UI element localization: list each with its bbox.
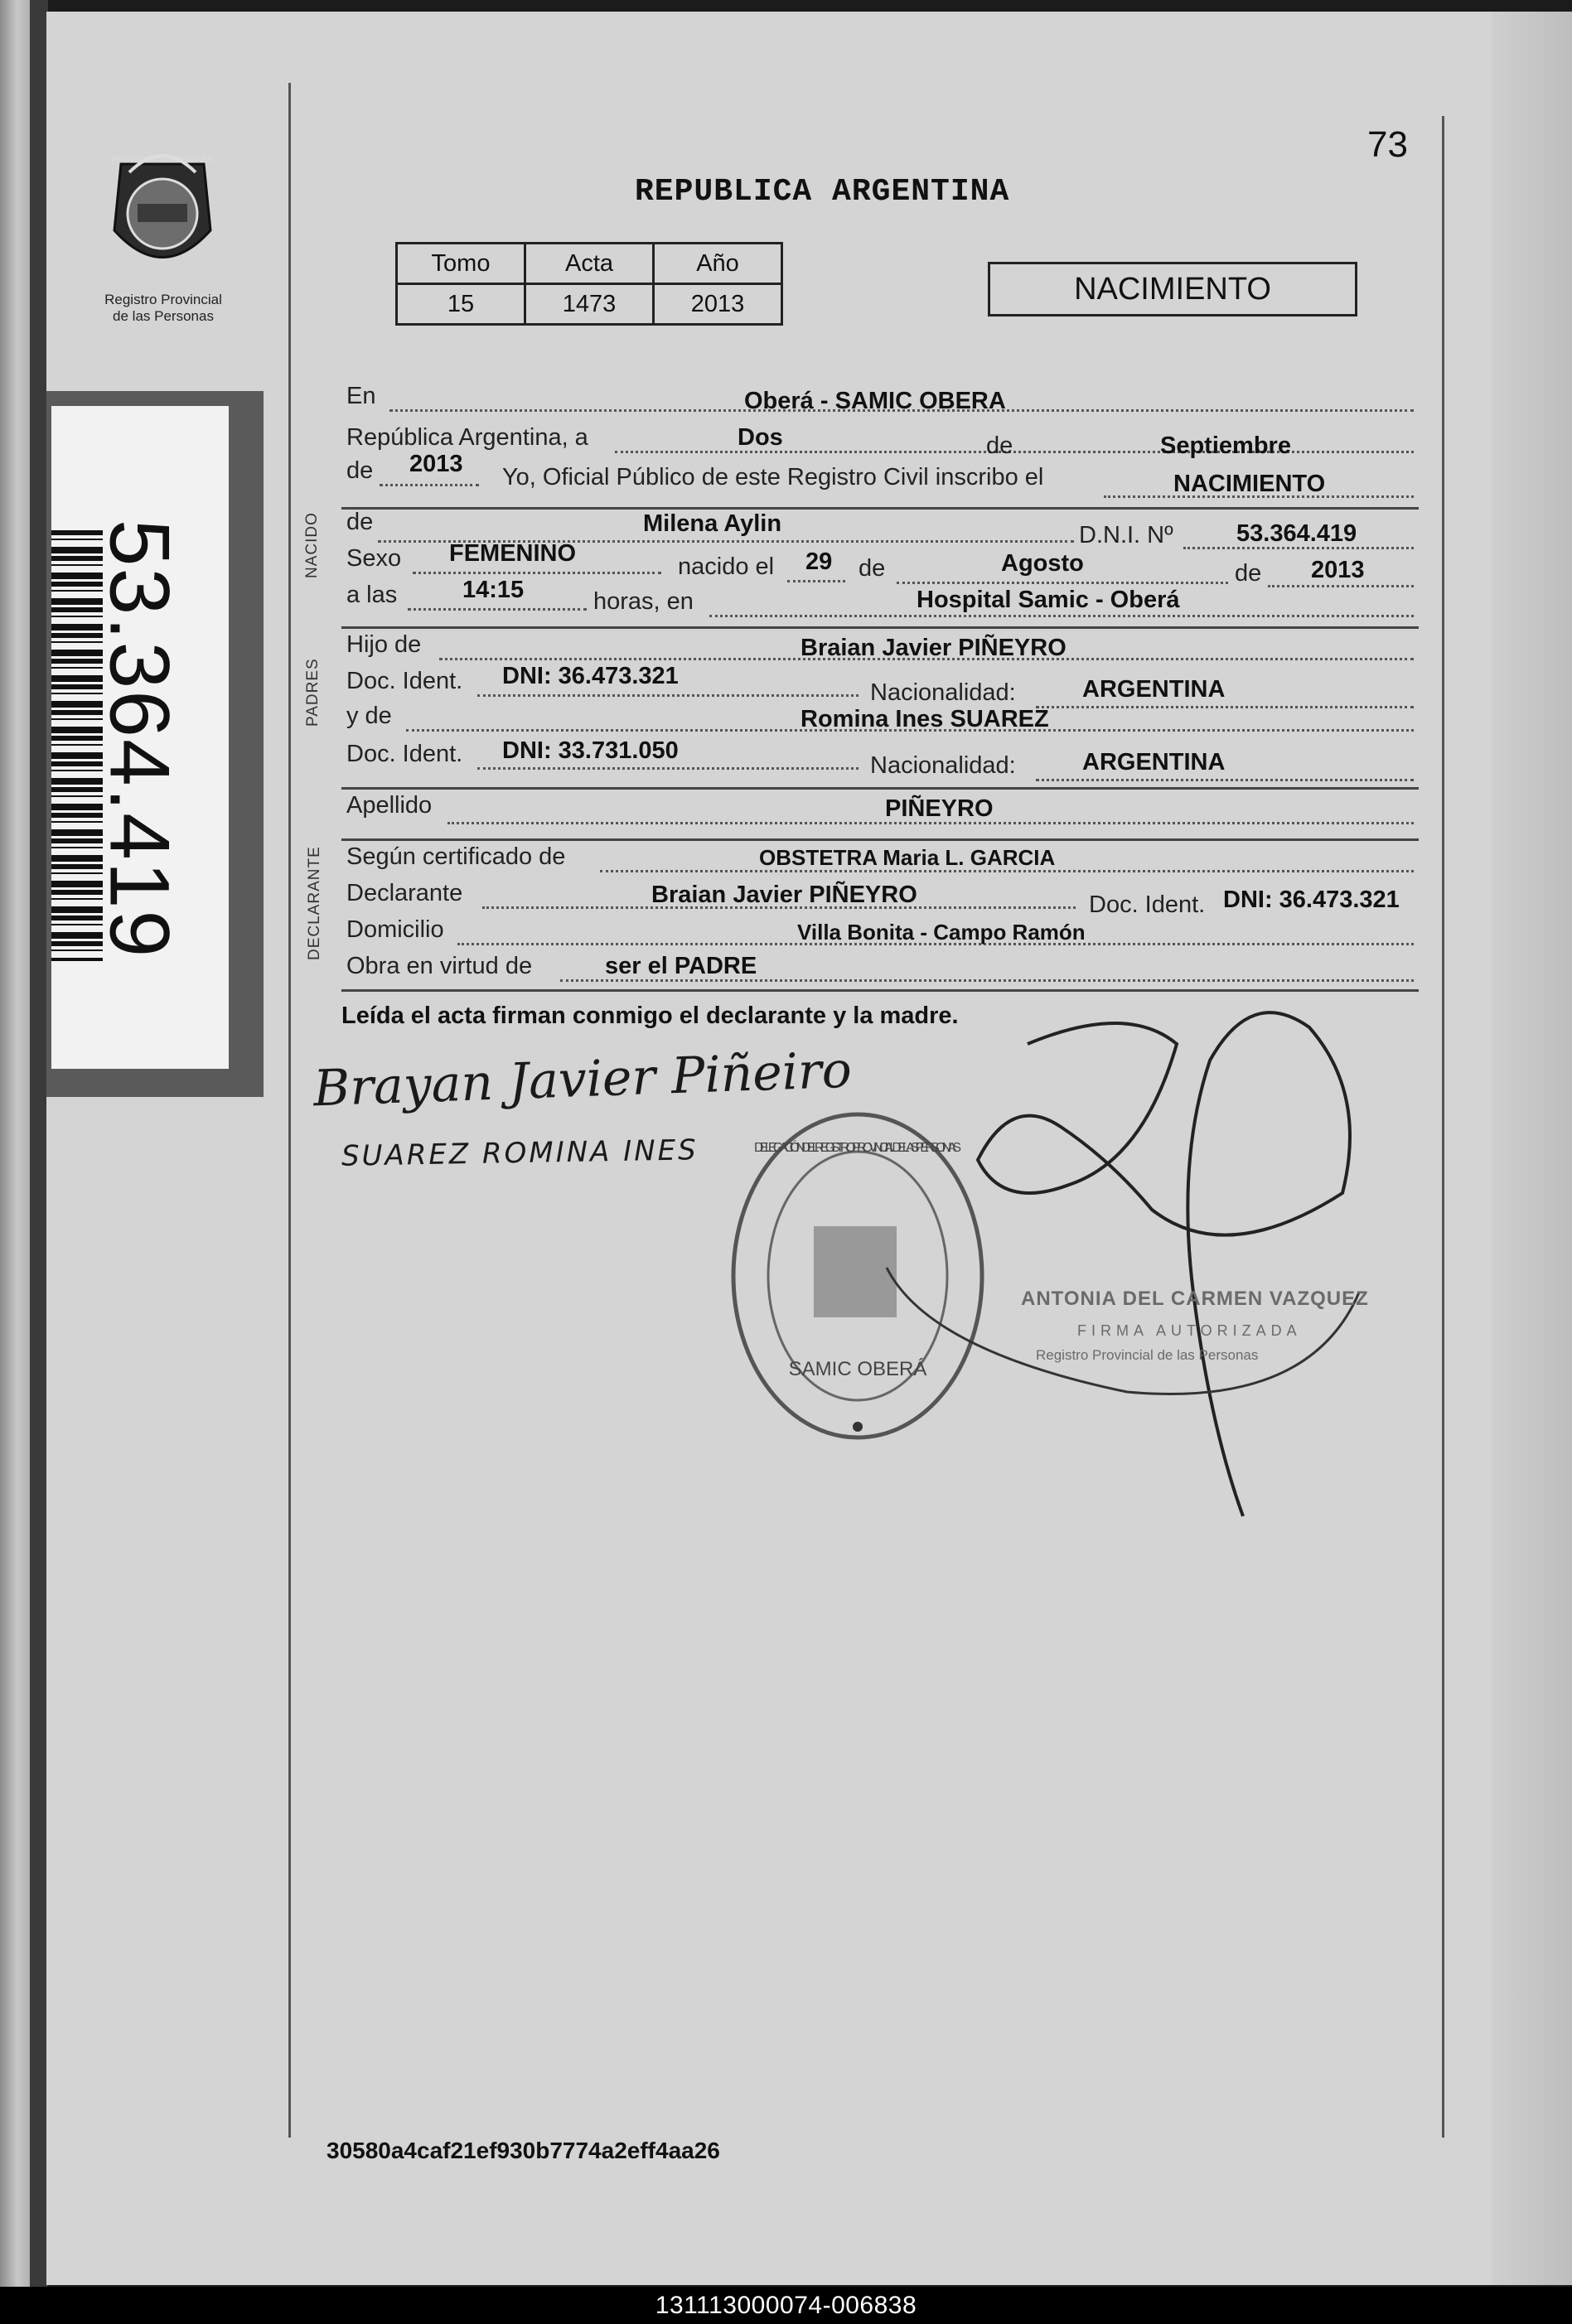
mother-signature: SUAREZ ROMINA INES — [341, 1133, 699, 1173]
mother-name: Romina Ines SUAREZ — [801, 706, 1049, 732]
section-divider — [341, 626, 1419, 629]
oficial-text: Yo, Oficial Público de este Registro Civil inscribo el — [502, 464, 1044, 490]
father-doc-label: Doc. Ident. — [346, 668, 463, 694]
de2-label: de — [346, 457, 374, 484]
inscribe-value: NACIMIENTO — [1173, 471, 1326, 497]
obra-label: Obra en virtud de — [346, 953, 533, 979]
section-label-declarante: DECLARANTE — [306, 846, 323, 960]
father-doc: DNI: 36.473.321 — [502, 663, 679, 689]
dots — [477, 767, 859, 770]
en-label: En — [346, 383, 376, 409]
dots — [1036, 706, 1414, 708]
book-spine — [30, 0, 48, 2287]
republica-label: República Argentina, a — [346, 424, 588, 451]
dots — [787, 580, 845, 582]
footer-code: 131113000074-006838 — [655, 2292, 917, 2319]
father-signature: Brayan Javier Piñeiro — [312, 1041, 853, 1119]
acta-header: Acta — [525, 244, 654, 284]
child-dni: 53.364.419 — [1236, 520, 1357, 547]
declarante-value: Braian Javier PIÑEYRO — [651, 882, 917, 908]
tomo-value: 15 — [397, 284, 525, 325]
svg-text:DELEGACIÓN DEL REGISTRO PROVIN: DELEGACIÓN DEL REGISTRO PROVINCIAL DE LAS PERSONAS — [753, 1141, 961, 1155]
nacido-de-label: de — [346, 509, 374, 535]
dots — [897, 582, 1228, 584]
section-divider — [341, 989, 1419, 992]
obra-value: ser el PADRE — [605, 953, 757, 979]
dni-label: D.N.I. Nº — [1079, 522, 1173, 548]
ano-header: Año — [654, 244, 782, 284]
dots — [408, 608, 587, 611]
page-number: 73 — [1367, 124, 1408, 165]
svg-text:SAMIC OBERÁ: SAMIC OBERÁ — [788, 1358, 927, 1380]
birth-year: 2013 — [1311, 557, 1365, 583]
day-value: Dos — [738, 424, 783, 451]
dots — [1268, 585, 1414, 587]
dots — [615, 451, 1414, 453]
birth-day: 29 — [805, 548, 833, 575]
apellido-label: Apellido — [346, 792, 433, 819]
certificado-label: Según certificado de — [346, 843, 566, 870]
dots — [413, 572, 661, 574]
official-signature — [878, 994, 1376, 1524]
section-label-nacido: NACIDO — [303, 512, 321, 578]
father-nationality: ARGENTINA — [1082, 676, 1226, 703]
de-label: de — [986, 432, 1013, 459]
birth-month: Agosto — [1001, 550, 1084, 577]
section-divider — [341, 787, 1419, 790]
en-value: Oberá - SAMIC OBERA — [744, 388, 1006, 414]
tomo-header: Tomo — [397, 244, 525, 284]
y-de-label: y de — [346, 703, 392, 729]
declarante-doc: DNI: 36.473.321 — [1223, 887, 1400, 913]
document-title: REPUBLICA ARGENTINA — [635, 174, 1010, 210]
dots — [477, 694, 859, 697]
acta-value: 1473 — [525, 284, 654, 325]
domicilio-value: Villa Bonita - Campo Ramón — [797, 920, 1086, 945]
horas-label: horas, en — [593, 588, 694, 615]
official-registry-stamp: Registro Provincial de las Personas — [1036, 1347, 1259, 1363]
sexo-value: FEMENINO — [449, 540, 577, 567]
left-margin-line — [288, 83, 291, 2138]
month-value: Septiembre — [1160, 432, 1291, 459]
dots — [1036, 779, 1414, 781]
hijo-de-label: Hijo de — [346, 631, 422, 658]
nacido-el-label: nacido el — [678, 553, 775, 580]
declarante-label: Declarante — [346, 880, 463, 906]
domicilio-label: Domicilio — [346, 916, 444, 943]
father-name: Braian Javier PIÑEYRO — [801, 635, 1067, 661]
certificado-value: OBSTETRA Maria L. GARCIA — [759, 845, 1056, 870]
svg-text:PROVINCIA DE MISIONES: PROVINCIA DE MISIONES — [111, 156, 214, 165]
birth-place: Hospital Samic - Oberá — [917, 587, 1180, 613]
birth-de-label: de — [859, 555, 886, 582]
tomo-acta-ano-table — [395, 242, 783, 326]
ano-value: 2013 — [654, 284, 782, 325]
mother-nationality: ARGENTINA — [1082, 749, 1226, 775]
child-name: Milena Aylin — [643, 510, 782, 537]
birth-hour: 14:15 — [462, 577, 525, 603]
section-divider — [341, 838, 1419, 841]
section-divider — [341, 507, 1419, 510]
year-value: 2013 — [409, 451, 463, 477]
mother-doc: DNI: 33.731.050 — [502, 737, 679, 764]
mother-nationality-label: Nacionalidad: — [870, 752, 1016, 779]
birth-de-label-2: de — [1235, 560, 1262, 587]
sticker-dni-number: 53.364.419 — [92, 519, 187, 959]
mother-doc-label: Doc. Ident. — [346, 741, 463, 767]
section-label-padres: PADRES — [304, 658, 322, 727]
declarante-doc-label: Doc. Ident. — [1089, 891, 1206, 918]
a-las-label: a las — [346, 582, 398, 608]
coat-of-arms-logo — [104, 139, 220, 288]
dots — [380, 484, 479, 486]
registry-caption: Registro Provincial de las Personas — [104, 292, 222, 324]
page-right-shade — [1492, 12, 1572, 2285]
sexo-label: Sexo — [346, 545, 402, 572]
document-hash: 30580a4caf21ef930b7774a2eff4aa26 — [326, 2138, 720, 2163]
right-margin-line — [1442, 116, 1444, 2138]
dots — [709, 615, 1414, 617]
official-name-stamp: ANTONIA DEL CARMEN VAZQUEZ — [1021, 1288, 1369, 1310]
official-title-stamp: FIRMA AUTORIZADA — [1077, 1322, 1302, 1339]
record-type-box: NACIMIENTO — [988, 262, 1357, 316]
closing-statement: Leída el acta firman conmigo el declarante y la madre. — [341, 1003, 959, 1029]
apellido-value: PIÑEYRO — [885, 795, 994, 822]
father-nationality-label: Nacionalidad: — [870, 679, 1016, 706]
